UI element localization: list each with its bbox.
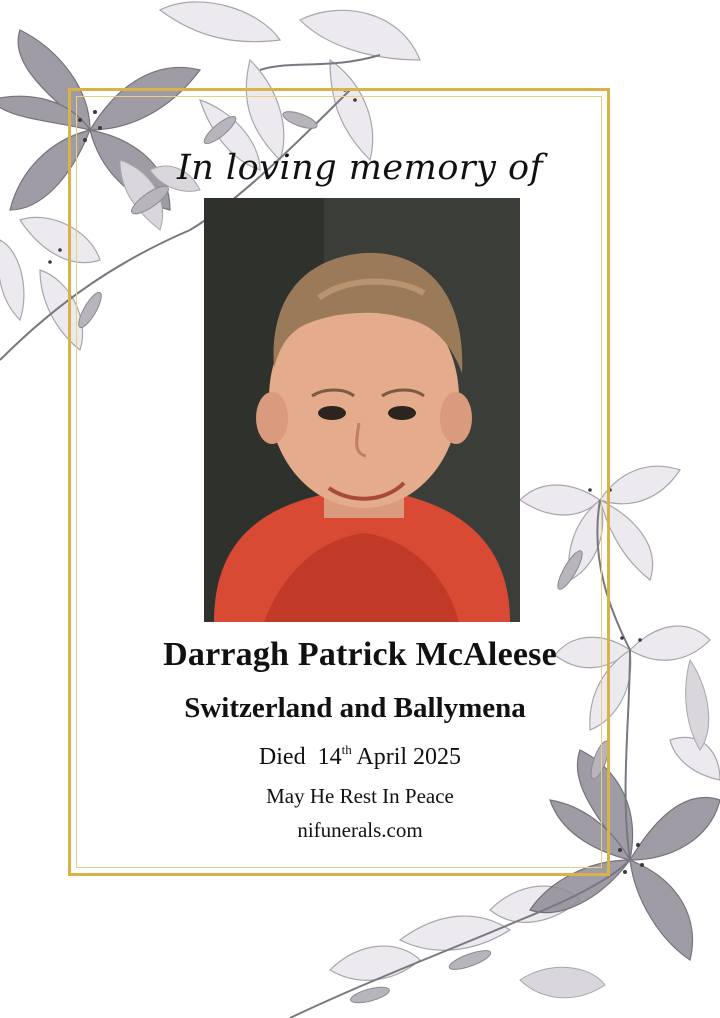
died-day-suffix: th (341, 742, 352, 757)
died-day: 14 (317, 744, 342, 770)
website-text: nifunerals.com (297, 818, 423, 842)
portrait-photo (204, 198, 520, 622)
died-month-year: April 2025 (356, 744, 462, 770)
date-of-death (140, 744, 580, 771)
prayer-line: May He Rest In Peace (266, 784, 454, 808)
deceased-place: Switzerland and Ballymena (184, 692, 526, 724)
heading-in-loving-memory: In loving memory of (176, 148, 544, 188)
deceased-name: Darragh Patrick McAleese (163, 636, 557, 673)
died-prefix: Died (258, 744, 306, 770)
